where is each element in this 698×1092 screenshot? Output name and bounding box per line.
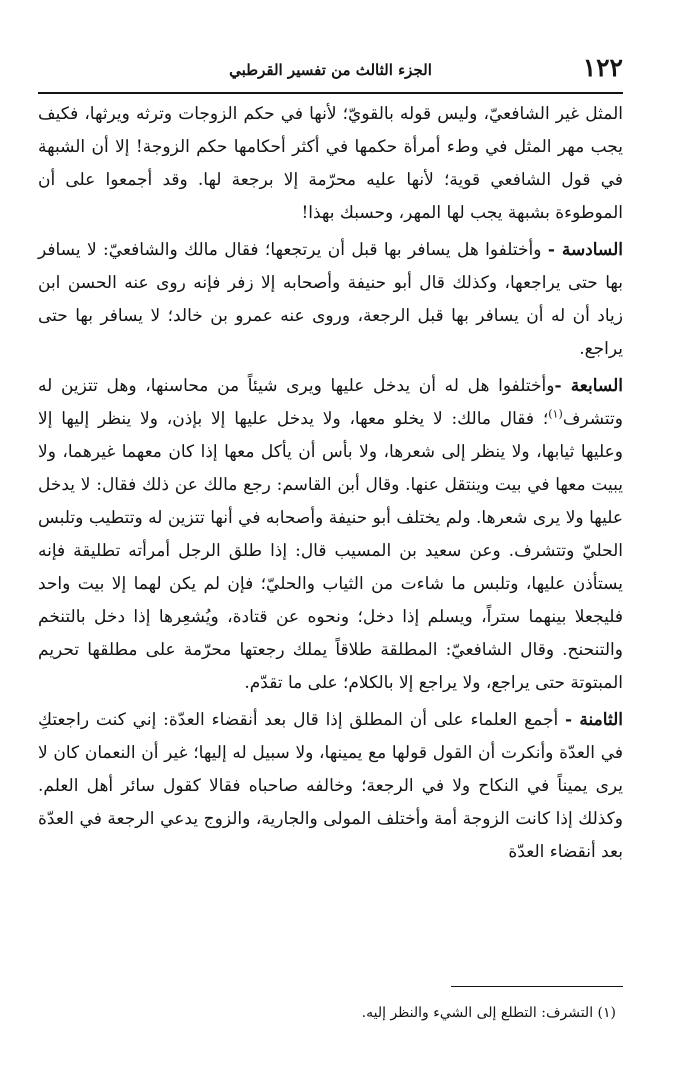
paragraph-eighth-text: أجمع العلماء على أن المطلق إذا قال بعد أنقضاء العدّة: إني كنت راجعتكِ في العدّة وأنكرت أن القول قولها مع يمينها، ولا سبيل له إليها؛ غير أن النعمان كان لا يرى يميناً في النكاح ولا في الرجعة؛ وخالفه صاحباه فقالا كقول سائر أهل العلم. وكذلك إذا كانت الزوجة أمة وأختلف المولى والجارية، والزوج يدعي الرجعة في العدّة بعد أنقضاء العدّة (38, 710, 623, 862)
section-keyword-eighth: الثامنة - (565, 710, 623, 730)
page-number: ١٢٢ (582, 53, 623, 82)
section-keyword-sixth: السادسة - (547, 240, 624, 260)
section-keyword-seventh: السابعة - (554, 376, 623, 396)
running-title: الجزء الثالث من تفسير القرطبي (229, 61, 432, 79)
paragraph-seventh (38, 370, 623, 700)
footnote-divider (451, 986, 623, 987)
paragraph-sixth (38, 234, 623, 366)
paragraph-1: المثل غير الشافعيّ، وليس قوله بالقويّ؛ لأنها في حكم الزوجات وترثه ويرثها، فكيف يجب مهر المثل في وطء أمرأة حكمها في أكثر أحكامها حكم الزوجة! إلا أن الشبهة في قول الشافعي قوية؛ لأنها عليه محرّمة إلا برجعة لها. وقد أجمعوا على أن الموطوءة بشبهة يجب لها المهر، وحسبك بهذا! (38, 104, 623, 223)
paragraph-seventh-text-b: ؛ فقال مالك: لا يخلو معها، ولا يدخل عليها إلا بإذن، ولا ينظر إليها إلا وعليها ثيابها، ولا ينظر إلى شعرها، ولا بأس أن يأكل معها إذا كان معهما غيرهما، ولا يبيت معها في بيت وينتقل عنها. وقال أبن القاسم: رجع مالك عن ذلك فقال: لا يدخل عليها ولا يرى شعرها. ولم يختلف أبو حنيفة وأصحابه في أنها تتزين له وتتطيب وتلبس الحليّ وتتشرف. وعن سعيد بن المسيب قال: إذا طلق الرجل أمرأته تطليقة فإنه يستأذن عليها، وتلبس ما شاءت من الثياب والحليّ؛ فإن لم يكن لهما إلا بيت واحد فليجعلا بينهما ستراً، ويسلم إذا دخل؛ ونحوه عن قتادة، ويُشعِرها إذا دخل بالتنخم والتنحنح. وقال الشافعيّ: المطلقة طلاقاً يملك رجعتها محرّمة على مطلقها تحريم المبتوتة حتى يراجع، ولا يراجع إلا بالكلام؛ على ما تقدّم. (38, 409, 623, 693)
paragraph-eighth (38, 704, 623, 869)
paragraph-sixth-text: وأختلفوا هل يسافر بها قبل أن يرتجعها؛ فقال مالك والشافعيّ: لا يسافر بها حتى يراجعها، وكذلك قال أبو حنيفة وأصحابه إلا زفر فإنه روى عنه الحسن ابن زياد أن له أن يسافر بها قبل الرجعة، وروى عنه عمرو بن خالد؛ لا يسافر بها حتى يراجع. (38, 240, 623, 359)
paragraph-seventh-text-a: وأختلفوا هل له أن يدخل عليها ويرى شيئاً من محاسنها، وهل تتزين له وتتشرف (38, 376, 623, 429)
footnote: (١) التشرف: التطلع إلى الشيء والنظر إليه. (361, 1005, 616, 1021)
main-text (38, 98, 623, 869)
footnote-reference[interactable]: (١) (548, 407, 563, 421)
page-header (38, 52, 623, 94)
